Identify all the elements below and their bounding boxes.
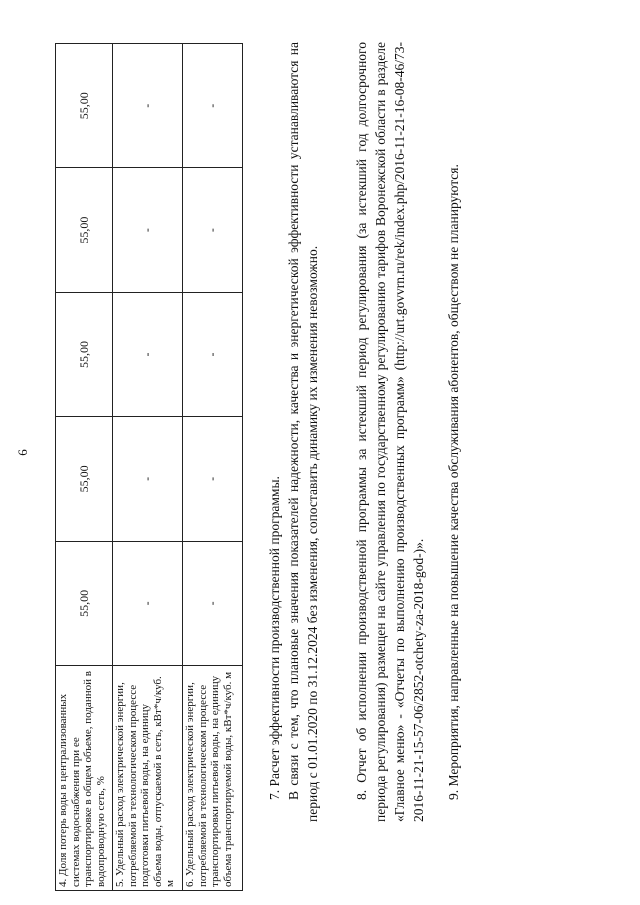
table-cell: - xyxy=(113,541,183,665)
table-cell: - xyxy=(183,417,243,541)
table-cell: - xyxy=(113,168,183,292)
table-cell: - xyxy=(113,292,183,416)
section-7-body: В связи с тем, что плановые значения показателей надежности, качества и энергетической эффективности устанавливаются на период с 01.01.2020 по 31.12.2024 без изменения, сопоставить динамику их изменения невозможно. xyxy=(286,42,320,822)
table-cell: 55,00 xyxy=(56,44,113,168)
page-number: 6 xyxy=(15,449,30,456)
table-cell: - xyxy=(183,168,243,292)
table-cell: 55,00 xyxy=(56,168,113,292)
table-cell: 55,00 xyxy=(56,541,113,665)
table-cell: - xyxy=(113,417,183,541)
table-cell: - xyxy=(183,541,243,665)
table-row xyxy=(56,44,113,891)
table-cell: - xyxy=(183,44,243,168)
table-cell: 55,00 xyxy=(56,417,113,541)
table-cell: - xyxy=(183,292,243,416)
section-8 xyxy=(352,42,428,822)
table-row xyxy=(183,44,243,891)
section-8-body: 8. Отчет об исполнении производственной программы за истекший период регулирования (за истекший год долгосрочного периода регулирования) размещен на сайте управления по государственному регулированию тарифов Воронежской области в разделе «Главное меню» - «Отчеты по выполнению производственных программ» (http://urt.govvrn.ru/rek/index.php/2016-11-21-16-08-46/73-2016-11-21-15-57-06/2852-otchety-za-2018-god-)». xyxy=(354,42,426,822)
section-9 xyxy=(444,42,463,822)
row-label: 4. Доля потерь воды в централизованных системах водоснабжения при ее транспортировке в общем объеме, поданной в водопроводную сеть, % xyxy=(56,666,113,891)
section-7-heading: 7. Расчет эффективности производственной программы. xyxy=(267,476,282,800)
section-9-body: 9. Мероприятия, направленные на повышение качества обслуживания абонентов, обществом не планируются. xyxy=(446,164,461,800)
row-label: 6. Удельный расход электрической энергии, потребляемой в технологическом процессе транспортировки питьевой воды, на единицу объема транспортируемой воды, кВт*ч/куб. м xyxy=(183,666,243,891)
indicators-table xyxy=(55,43,243,891)
table-cell: 55,00 xyxy=(56,292,113,416)
table-row xyxy=(113,44,183,891)
section-7 xyxy=(265,42,322,822)
table-cell: - xyxy=(113,44,183,168)
row-label: 5. Удельный расход электрической энергии, потребляемой в технологическом процессе подготовки питьевой воды, на единицу объема воды, отпускаемой в сеть, кВт*ч/куб. м xyxy=(113,666,183,891)
